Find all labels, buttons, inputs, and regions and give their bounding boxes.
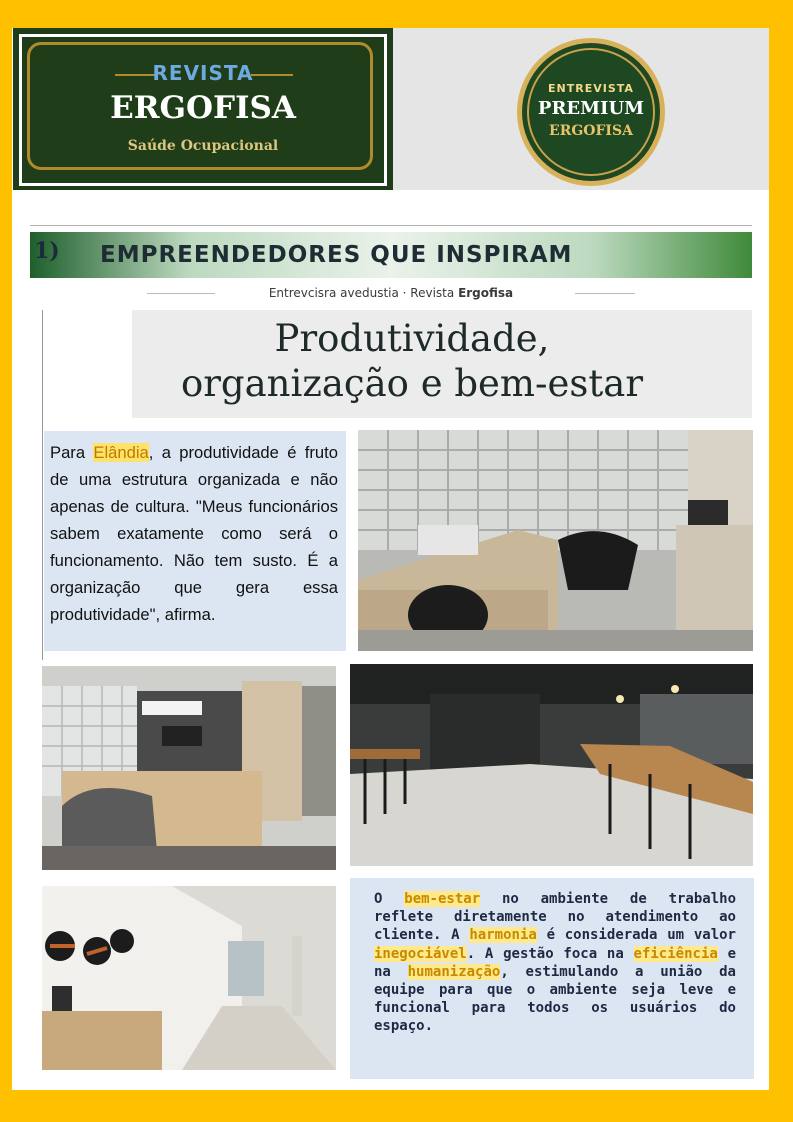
revista-ergofisa-logo <box>13 28 393 190</box>
intro-text-box <box>44 431 346 651</box>
section-title: EMPREENDEDORES QUE INSPIRAM <box>100 242 573 268</box>
badge-middle-text: PREMIUM <box>537 98 645 119</box>
closing-text-4: . A gestão foca na <box>466 945 634 962</box>
closing-text-6: , estimulando a união da equipe para que o ambiente seja leve e funcional para todos os usuários do espaço. <box>374 963 736 1035</box>
subtitle-rule-right <box>575 293 635 294</box>
closing-text-5: e na <box>374 945 736 980</box>
badge-bottom-text: ERGOFISA <box>549 123 633 139</box>
highlight-harmonia: harmonia <box>469 927 537 944</box>
headline-line1: Produtividade, <box>274 317 550 360</box>
banner-rule <box>30 225 752 226</box>
section-banner <box>30 232 752 278</box>
intro-text-rest: , a produtividade é fruto de uma estrutura organizada e não apenas de cultura. "Meus funcionários sabem exatamente como será o funcionamento. Não tem susto. É a organização que gera essa produtividade", afirma. <box>50 443 338 624</box>
intro-text-start: Para <box>50 443 94 462</box>
highlight-eficiencia: eficiência <box>633 945 718 962</box>
highlight-bem-estar: bem-estar <box>404 891 481 907</box>
closing-paragraph <box>350 878 754 1036</box>
reception-photo <box>42 666 336 870</box>
logo-name: ERGOFISA <box>110 90 296 126</box>
subtitle-rule-left <box>147 293 215 294</box>
headline-line2: organização e bem-estar <box>180 362 644 405</box>
office-desk-photo <box>358 430 753 651</box>
section-subtitle <box>147 280 635 306</box>
closing-text-3: é considerada um valor <box>536 927 736 944</box>
premium-badge <box>517 38 665 186</box>
intro-name-highlight: Elândia <box>93 443 149 462</box>
badge-top-text: ENTREVISTA <box>548 82 634 95</box>
closing-text-box <box>350 878 754 1079</box>
intro-paragraph <box>44 431 346 628</box>
corridor-photo <box>42 886 336 1070</box>
magazine-page <box>12 28 769 1090</box>
subtitle-prefix: Entrevcisra avedustia · Revista <box>268 286 459 300</box>
section-number: 1) <box>34 238 60 264</box>
subtitle-brand: Ergofisa <box>458 286 514 300</box>
cafeteria-photo <box>350 664 753 866</box>
highlight-humanizacao: humanização <box>407 963 501 980</box>
column-rule <box>42 310 43 660</box>
closing-text-2: no ambiente de trabalho reflete diretamente no atendimento ao cliente. A <box>374 891 737 944</box>
headline <box>132 316 692 406</box>
closing-text-1: O <box>374 891 405 907</box>
logo-tagline: Saúde Ocupacional <box>127 138 279 154</box>
highlight-inegociavel: inegociável <box>374 945 467 962</box>
logo-label: REVISTA <box>152 61 254 85</box>
